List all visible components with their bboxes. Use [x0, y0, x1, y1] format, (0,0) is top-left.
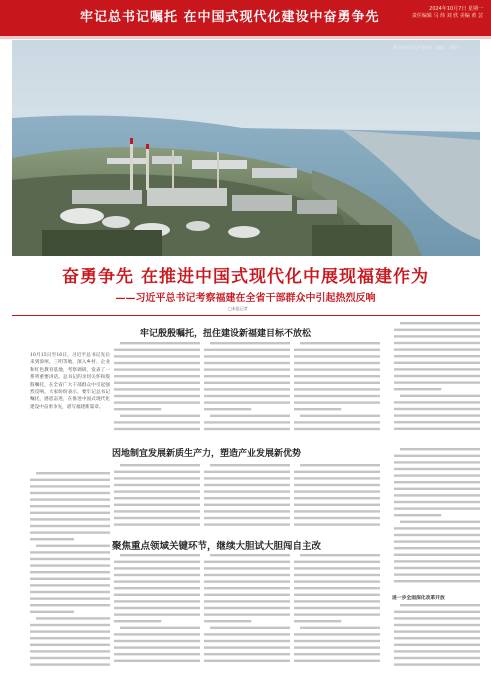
body-text-column	[204, 462, 290, 534]
body-text-column	[114, 340, 200, 438]
text-line	[294, 408, 341, 410]
text-line	[204, 660, 290, 662]
text-line	[204, 640, 290, 642]
article-title: 奋勇争先 在推进中国式现代化中展现福建作为	[62, 267, 429, 287]
text-line	[30, 492, 110, 494]
text-line	[294, 574, 380, 576]
text-line	[114, 653, 200, 655]
text-line	[204, 477, 290, 479]
text-line	[30, 637, 110, 639]
text-line	[30, 624, 110, 626]
text-line	[294, 633, 380, 635]
text-line	[394, 554, 480, 556]
text-line	[30, 505, 110, 507]
body-text-column	[294, 552, 380, 668]
section-2-heading: 因地制宜发展新质生产力，塑造产业发展新优势	[112, 449, 302, 459]
text-line	[394, 657, 480, 659]
text-line	[394, 560, 480, 562]
text-line	[204, 646, 290, 648]
text-line	[394, 501, 480, 503]
text-line	[210, 554, 290, 556]
text-line	[394, 421, 480, 423]
text-line	[114, 567, 200, 569]
text-line	[114, 428, 200, 430]
text-line	[30, 551, 110, 553]
text-line	[204, 355, 290, 357]
text-line	[394, 488, 480, 490]
text-line	[114, 574, 200, 576]
text-line	[394, 650, 480, 652]
text-line	[400, 521, 480, 523]
title-rule	[12, 315, 480, 316]
text-line	[30, 597, 110, 599]
text-line	[204, 497, 290, 499]
text-line	[114, 613, 200, 615]
text-line	[114, 646, 200, 648]
text-line	[114, 580, 200, 582]
text-line	[294, 510, 380, 512]
text-line	[114, 561, 200, 563]
text-line	[394, 494, 480, 496]
text-line	[394, 335, 480, 337]
text-line	[204, 395, 290, 397]
article-intro: 10月15日至16日，习近平总书记先后来到漳州、三明等地，深入乡村、企业和红色教育基地，考察调研，发表了一系列重要讲话。总书记的亲切关怀和殷殷嘱托，在全省广大干部群众中引起强烈反响。大家纷纷表示，要牢记总书记嘱托，感恩奋进，在推进中国式现代化建设中奋勇争先，谱写福建新篇章。	[30, 353, 110, 410]
text-line	[394, 375, 480, 377]
right-column-subhead: 进一步全面深化改革开放	[392, 596, 445, 601]
text-line	[204, 382, 290, 384]
text-line	[114, 510, 200, 512]
text-line	[30, 604, 110, 606]
text-line	[394, 540, 480, 542]
body-text-column	[294, 340, 380, 438]
text-line	[400, 395, 480, 397]
text-line	[114, 408, 161, 410]
text-line	[294, 587, 380, 589]
date-line: 2024年10月7日 星期一	[429, 6, 483, 12]
text-line	[294, 484, 380, 486]
text-line	[394, 428, 480, 430]
text-line	[114, 587, 200, 589]
text-line	[114, 355, 200, 357]
text-line	[294, 428, 380, 430]
text-line	[294, 620, 341, 622]
text-line	[394, 637, 480, 639]
text-line	[294, 355, 380, 357]
text-line	[294, 653, 380, 655]
text-line	[294, 362, 380, 364]
text-line	[394, 567, 480, 569]
text-line	[114, 607, 200, 609]
text-line	[204, 421, 290, 423]
text-line	[394, 329, 480, 331]
text-line	[394, 461, 480, 463]
body-text-column	[394, 320, 480, 438]
text-line	[114, 401, 200, 403]
text-line	[30, 538, 74, 540]
text-line	[294, 640, 380, 642]
text-line	[204, 600, 290, 602]
section-3-heading: 聚焦重点领域关键环节，继续大胆试大胆闯自主改	[112, 541, 322, 552]
text-line	[394, 481, 480, 483]
text-line	[300, 342, 380, 344]
body-text-column	[294, 462, 380, 534]
text-line	[204, 510, 290, 512]
text-line	[120, 627, 200, 629]
text-line	[204, 561, 290, 563]
text-line	[294, 368, 380, 370]
text-line	[30, 485, 110, 487]
text-line	[394, 644, 480, 646]
body-text-column	[394, 446, 480, 586]
text-line	[114, 471, 200, 473]
text-line	[294, 567, 380, 569]
banner-meta	[393, 6, 483, 20]
text-line	[394, 547, 480, 549]
text-line	[294, 382, 380, 384]
text-line	[394, 342, 480, 344]
text-line	[114, 640, 200, 642]
text-line	[294, 646, 380, 648]
text-line	[114, 594, 200, 596]
text-line	[394, 474, 480, 476]
text-line	[300, 464, 380, 466]
text-line	[114, 421, 200, 423]
text-line	[294, 471, 380, 473]
text-line	[30, 564, 110, 566]
text-line	[394, 573, 480, 575]
text-line	[204, 504, 290, 506]
text-line	[294, 375, 380, 377]
text-line	[394, 455, 480, 457]
text-line	[204, 653, 290, 655]
text-line	[30, 498, 110, 500]
text-line	[204, 349, 290, 351]
text-line	[400, 448, 480, 450]
text-line	[204, 368, 290, 370]
text-line	[30, 591, 110, 593]
text-line	[114, 395, 200, 397]
text-line	[30, 531, 110, 533]
text-line	[294, 523, 380, 525]
text-line	[294, 600, 380, 602]
text-line	[120, 464, 200, 466]
text-line	[210, 342, 290, 344]
text-line	[204, 517, 290, 519]
text-line	[394, 617, 480, 619]
text-line	[114, 484, 200, 486]
text-line	[204, 607, 290, 609]
text-line	[294, 395, 380, 397]
text-line	[394, 362, 480, 364]
text-line	[30, 663, 110, 665]
text-line	[30, 558, 110, 560]
text-line	[30, 611, 74, 613]
text-line	[30, 578, 110, 580]
body-text-column	[114, 552, 200, 668]
text-line	[114, 600, 200, 602]
text-line	[114, 375, 200, 377]
text-line	[210, 627, 290, 629]
text-line	[294, 504, 380, 506]
text-line	[120, 554, 200, 556]
text-line	[114, 382, 200, 384]
text-line	[36, 472, 110, 474]
text-line	[394, 408, 480, 410]
text-line	[294, 594, 380, 596]
text-line	[114, 497, 200, 499]
text-line	[294, 561, 380, 563]
text-line	[36, 617, 110, 619]
text-line	[204, 401, 290, 403]
text-line	[30, 657, 110, 659]
text-line	[294, 660, 380, 662]
text-line	[394, 348, 480, 350]
section-1-heading: 牢记殷殷嘱托，扭住建设新福建目标不放松	[140, 329, 312, 339]
text-line	[394, 624, 480, 626]
text-line	[204, 587, 290, 589]
text-line	[294, 613, 380, 615]
text-line	[204, 567, 290, 569]
banner-band	[0, 36, 491, 39]
text-line	[204, 484, 290, 486]
text-line	[204, 523, 290, 525]
body-text-column	[394, 602, 480, 668]
text-line	[114, 620, 161, 622]
text-line	[114, 633, 200, 635]
text-line	[114, 477, 200, 479]
text-line	[394, 514, 441, 516]
article-byline: □本报记者	[228, 306, 248, 311]
text-line	[294, 401, 380, 403]
text-line	[204, 408, 251, 410]
text-line	[294, 349, 380, 351]
text-line	[394, 663, 480, 665]
text-line	[30, 518, 110, 520]
text-line	[210, 415, 290, 417]
text-line	[30, 650, 110, 652]
text-line	[394, 355, 480, 357]
text-line	[30, 584, 110, 586]
text-line	[294, 490, 380, 492]
text-line	[294, 421, 380, 423]
text-line	[394, 468, 480, 470]
text-line	[294, 497, 380, 499]
text-line	[30, 644, 110, 646]
page-banner	[0, 0, 491, 36]
text-line	[114, 368, 200, 370]
text-line	[394, 527, 480, 529]
text-line	[400, 604, 480, 606]
text-line	[300, 627, 380, 629]
editor-line: 责任编辑 马 炜 刘 欣 美编 黄 芸	[411, 13, 483, 19]
text-line	[30, 512, 110, 514]
photo-caption: 图为泉港石化产业园区（摄影：刘锋）	[393, 45, 461, 50]
text-line	[30, 630, 110, 632]
text-line	[294, 607, 380, 609]
text-line	[394, 414, 480, 416]
text-line	[300, 415, 380, 417]
article-subtitle: ——习近平总书记考察福建在全省干部群众中引起热烈反响	[115, 293, 376, 304]
text-line	[36, 545, 110, 547]
body-text-column	[204, 552, 290, 668]
text-line	[30, 525, 110, 527]
text-line	[30, 571, 110, 573]
body-text-column	[204, 340, 290, 438]
text-line	[394, 401, 480, 403]
text-line	[114, 523, 200, 525]
text-line	[294, 477, 380, 479]
body-text-column	[30, 470, 110, 668]
text-line	[204, 620, 251, 622]
text-line	[204, 580, 290, 582]
text-line	[114, 504, 200, 506]
text-line	[294, 388, 380, 390]
text-line	[120, 415, 200, 417]
text-line	[394, 507, 480, 509]
text-line	[204, 471, 290, 473]
text-line	[204, 633, 290, 635]
text-line	[394, 580, 480, 582]
text-line	[294, 580, 380, 582]
text-line	[394, 630, 480, 632]
text-line	[210, 464, 290, 466]
body-text-column	[114, 462, 200, 534]
text-line	[114, 490, 200, 492]
text-line	[394, 388, 441, 390]
industrial-coast-photo	[12, 40, 480, 256]
text-line	[300, 554, 380, 556]
text-line	[204, 428, 290, 430]
text-line	[204, 490, 290, 492]
text-line	[204, 388, 290, 390]
text-line	[204, 375, 290, 377]
text-line	[114, 660, 200, 662]
text-line	[204, 574, 290, 576]
text-line	[394, 534, 480, 536]
text-line	[394, 381, 480, 383]
text-line	[30, 479, 110, 481]
banner-title: 牢记总书记嘱托 在中国式现代化建设中奋勇争先	[80, 10, 380, 25]
text-line	[400, 322, 480, 324]
news-photo	[12, 40, 480, 256]
text-line	[204, 613, 290, 615]
text-line	[394, 368, 480, 370]
text-line	[114, 388, 200, 390]
text-line	[114, 517, 200, 519]
text-line	[120, 342, 200, 344]
text-line	[114, 362, 200, 364]
text-line	[204, 362, 290, 364]
text-line	[294, 517, 380, 519]
text-line	[114, 349, 200, 351]
text-line	[394, 611, 480, 613]
text-line	[204, 594, 290, 596]
